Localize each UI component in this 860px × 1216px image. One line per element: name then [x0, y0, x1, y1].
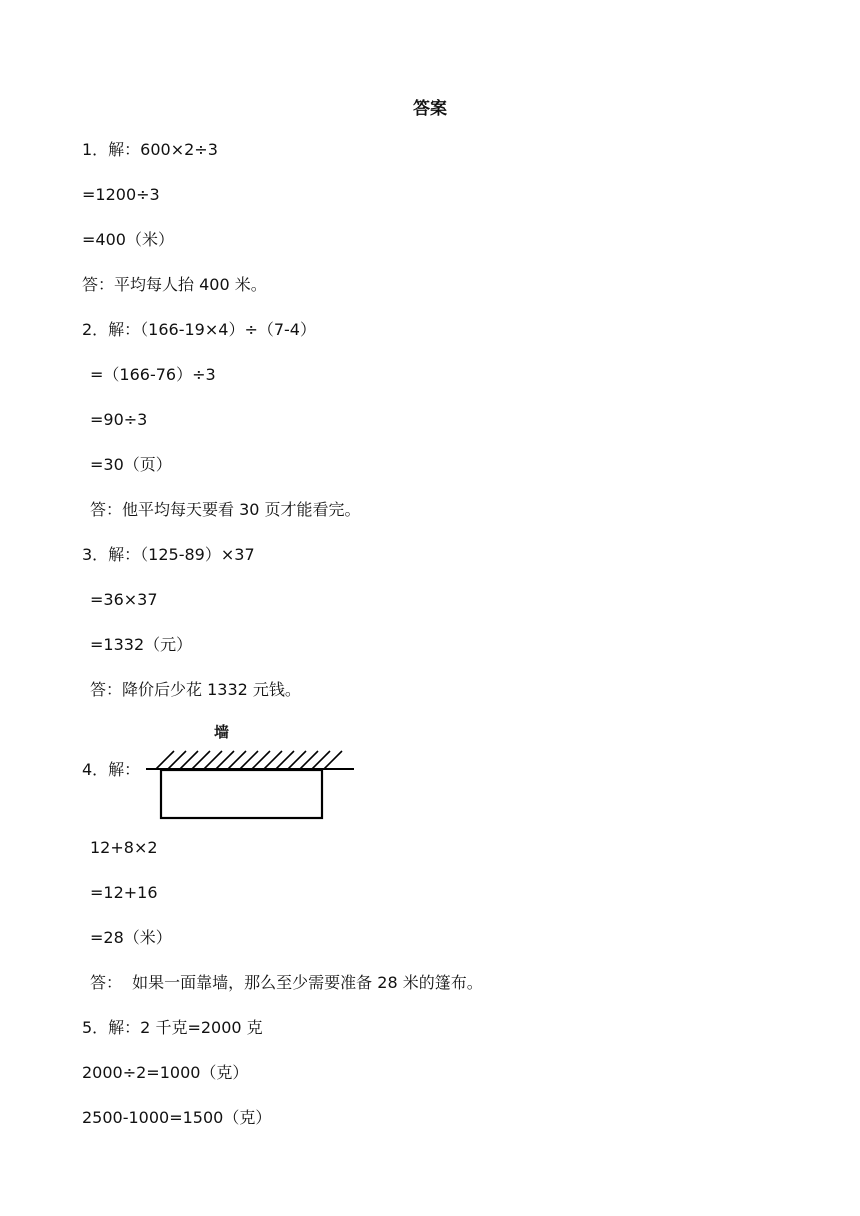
q4-line-2: =12+16 [90, 883, 158, 902]
q2-line-1: 2．解：（166-19×4）÷（7-4） [82, 320, 316, 339]
q5-line-1: 5．解：2 千克=2000 克 [82, 1018, 263, 1037]
q4-line-1: 12+8×2 [90, 838, 158, 857]
q4-answer: 答： 如果一面靠墙，那么至少需要准备 28 米的篷布。 [90, 973, 483, 992]
wall-label: 墙 [214, 723, 230, 741]
q4-label: 4．解： [82, 760, 141, 779]
q4-line-3: =28（米） [90, 928, 172, 947]
q2-line-3: =90÷3 [90, 410, 148, 429]
q1-line-1: 1．解：600×2÷3 [82, 140, 218, 159]
wall-diagram-svg [144, 719, 364, 823]
wall-diagram [144, 719, 364, 827]
q3-line-3: =1332（元） [90, 635, 193, 654]
page-title: 答案 [413, 99, 447, 119]
q2-answer: 答：他平均每天要看 30 页才能看完。 [90, 500, 361, 519]
q5-line-2: 2000÷2=1000（克） [82, 1063, 249, 1082]
q1-answer: 答：平均每人抬 400 米。 [82, 275, 267, 294]
q3-line-1: 3．解：（125-89）×37 [82, 545, 255, 564]
q3-answer: 答：降价后少花 1332 元钱。 [90, 680, 301, 699]
q5-line-3: 2500-1000=1500（克） [82, 1108, 272, 1127]
rectangle-field [161, 770, 322, 818]
q1-line-3: =400（米） [82, 230, 174, 249]
q1-line-2: =1200÷3 [82, 185, 160, 204]
q2-line-4: =30（页） [90, 455, 172, 474]
q2-line-2: =（166-76）÷3 [90, 365, 216, 384]
q3-line-2: =36×37 [90, 590, 158, 609]
